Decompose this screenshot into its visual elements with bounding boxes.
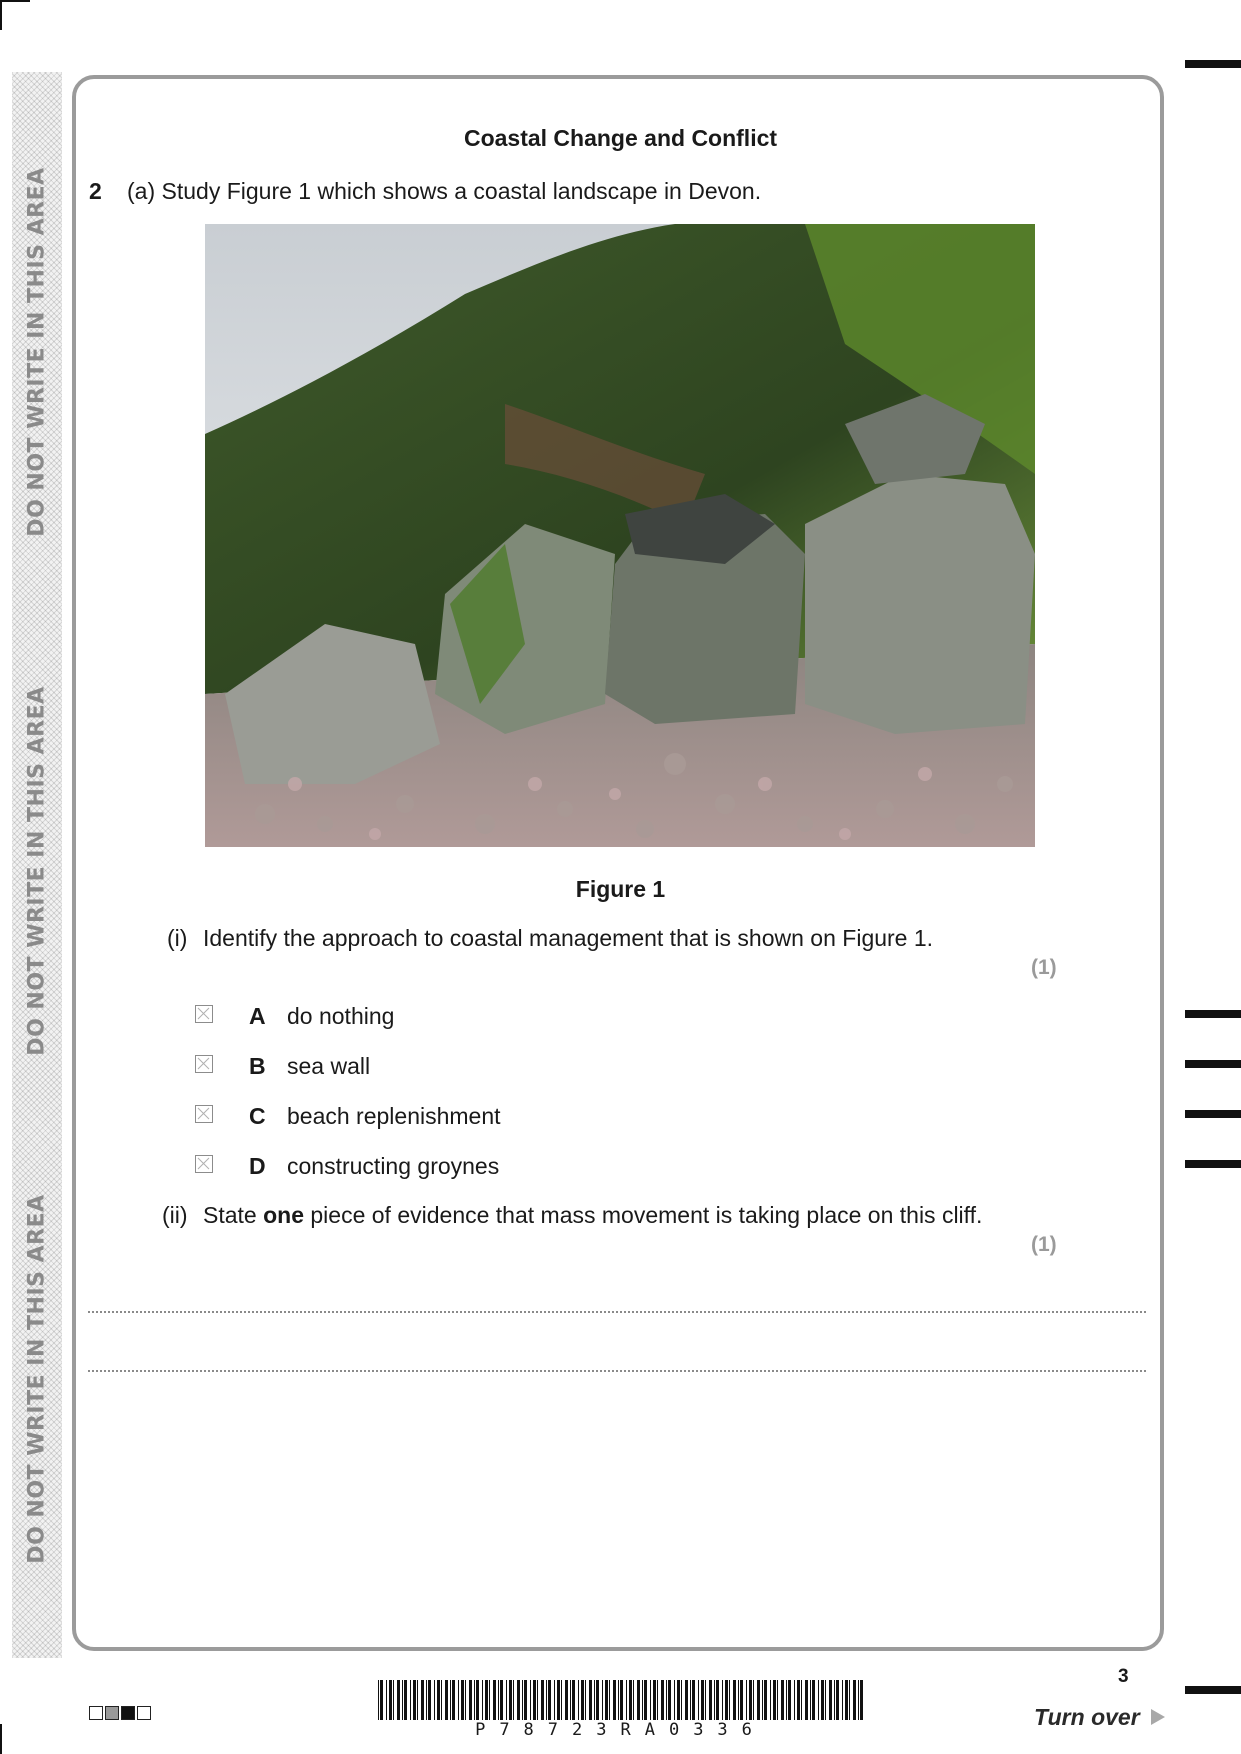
barcode-bar bbox=[546, 1680, 547, 1720]
option-a-text: do nothing bbox=[287, 1003, 395, 1029]
barcode-bar bbox=[801, 1680, 802, 1720]
barcode-bar bbox=[812, 1680, 815, 1720]
barcode-bar bbox=[517, 1680, 520, 1720]
barcode-bar bbox=[845, 1680, 848, 1720]
barcode-bar bbox=[653, 1680, 656, 1720]
barcode-bar bbox=[781, 1680, 784, 1720]
barcode-bar bbox=[829, 1680, 832, 1720]
barcode-text: P78723RA0336 bbox=[475, 1720, 766, 1740]
figure-caption: Figure 1 bbox=[575, 876, 666, 902]
barcode-bar bbox=[594, 1680, 595, 1720]
barcode-bar bbox=[498, 1680, 499, 1720]
barcode-bar bbox=[413, 1680, 416, 1720]
part-ii-text bbox=[203, 1202, 982, 1229]
barcode-bar bbox=[629, 1680, 632, 1720]
answer-line[interactable] bbox=[88, 1370, 1146, 1372]
barcode-bar bbox=[441, 1680, 442, 1720]
barcode-bar bbox=[522, 1680, 523, 1720]
barcode-bar bbox=[541, 1680, 544, 1720]
barcode-bar bbox=[692, 1680, 695, 1720]
barcode-bar bbox=[445, 1680, 448, 1720]
barcode-bar bbox=[570, 1680, 571, 1720]
coastal-cliff-photo bbox=[205, 224, 1035, 847]
code-square bbox=[89, 1706, 103, 1720]
barcode-bar bbox=[777, 1680, 778, 1720]
option-c-text: beach replenishment bbox=[287, 1103, 501, 1129]
barcode-bar bbox=[572, 1680, 575, 1720]
barcode-bar bbox=[618, 1680, 619, 1720]
barcode-bar bbox=[810, 1680, 811, 1720]
part-ii-text-before: State bbox=[203, 1202, 264, 1228]
barcode-bar bbox=[417, 1680, 418, 1720]
triangle-right-icon bbox=[1150, 1708, 1166, 1726]
option-a-letter: A bbox=[249, 1003, 266, 1029]
barcode-bar bbox=[690, 1680, 691, 1720]
barcode-bar bbox=[465, 1680, 466, 1720]
barcode-bar bbox=[402, 1680, 403, 1720]
registration-bar bbox=[1185, 1060, 1241, 1068]
barcode-bar bbox=[482, 1680, 483, 1720]
registration-bar bbox=[1185, 60, 1241, 68]
barcode-bar bbox=[842, 1680, 843, 1720]
answer-line[interactable] bbox=[88, 1311, 1146, 1313]
barcode-bar bbox=[834, 1680, 835, 1720]
code-square bbox=[137, 1706, 151, 1720]
barcode-bar bbox=[434, 1680, 435, 1720]
barcode-bar bbox=[805, 1680, 808, 1720]
barcode-bar bbox=[428, 1680, 431, 1720]
barcode-bar bbox=[681, 1680, 682, 1720]
cross-icon bbox=[196, 1106, 211, 1121]
registration-bar bbox=[1185, 1110, 1241, 1118]
barcode-bar bbox=[548, 1680, 551, 1720]
barcode-bar bbox=[762, 1680, 763, 1720]
barcode-bar bbox=[489, 1680, 490, 1720]
barcode-bar bbox=[458, 1680, 459, 1720]
barcode-bar bbox=[554, 1680, 555, 1720]
barcode bbox=[378, 1680, 863, 1720]
barcode-bar bbox=[753, 1680, 754, 1720]
part-ii-text-bold: one bbox=[263, 1202, 304, 1228]
barcode-bar bbox=[452, 1680, 455, 1720]
barcode-bar bbox=[596, 1680, 599, 1720]
barcode-bar bbox=[836, 1680, 839, 1720]
option-b-letter: B bbox=[249, 1053, 266, 1079]
option-d-text: constructing groynes bbox=[287, 1153, 500, 1179]
part-ii-text-after: piece of evidence that mass movement is taking place on this cliff. bbox=[304, 1202, 983, 1228]
barcode-bar bbox=[650, 1680, 651, 1720]
registration-bar bbox=[1185, 1160, 1241, 1168]
part-ii-marks: (1) bbox=[1031, 1233, 1057, 1256]
barcode-bar bbox=[764, 1680, 767, 1720]
barcode-bar bbox=[533, 1680, 536, 1720]
barcode-bar bbox=[386, 1680, 387, 1720]
barcode-bar bbox=[509, 1680, 512, 1720]
barcode-bar bbox=[469, 1680, 472, 1720]
option-d-checkbox[interactable] bbox=[195, 1155, 213, 1173]
cross-icon bbox=[196, 1006, 211, 1021]
crop-mark bbox=[0, 1724, 2, 1754]
option-d-letter: D bbox=[249, 1153, 266, 1179]
barcode-bar bbox=[825, 1680, 826, 1720]
option-b-checkbox[interactable] bbox=[195, 1055, 213, 1073]
barcode-bar bbox=[849, 1680, 850, 1720]
barcode-bar bbox=[602, 1680, 603, 1720]
barcode-bar bbox=[410, 1680, 411, 1720]
option-b-text: sea wall bbox=[287, 1053, 371, 1079]
barcode-bar bbox=[476, 1680, 479, 1720]
barcode-bar bbox=[450, 1680, 451, 1720]
barcode-bar bbox=[661, 1680, 664, 1720]
barcode-bar bbox=[794, 1680, 795, 1720]
section-title: Coastal Change and Conflict bbox=[463, 125, 778, 151]
option-a-checkbox[interactable] bbox=[195, 1005, 213, 1023]
barcode-bar bbox=[485, 1680, 488, 1720]
barcode-bar bbox=[860, 1680, 863, 1720]
barcode-bar bbox=[786, 1680, 787, 1720]
barcode-bar bbox=[740, 1680, 743, 1720]
margin-warning: DO NOT WRITE IN THIS AREA bbox=[24, 167, 50, 537]
barcode-bar bbox=[585, 1680, 586, 1720]
barcode-bar bbox=[725, 1680, 728, 1720]
barcode-bar bbox=[853, 1680, 856, 1720]
barcode-bar bbox=[716, 1680, 719, 1720]
barcode-bar bbox=[578, 1680, 579, 1720]
option-c-checkbox[interactable] bbox=[195, 1105, 213, 1123]
barcode-bar bbox=[626, 1680, 627, 1720]
part-i-text: Identify the approach to coastal management that is shown on Figure 1. bbox=[203, 925, 934, 951]
barcode-bar bbox=[380, 1680, 383, 1720]
barcode-bar bbox=[437, 1680, 440, 1720]
option-c-letter: C bbox=[249, 1103, 266, 1129]
barcode-bar bbox=[605, 1680, 608, 1720]
barcode-bar bbox=[493, 1680, 496, 1720]
page-code-squares bbox=[89, 1706, 151, 1720]
barcode-bar bbox=[474, 1680, 475, 1720]
barcode-bar bbox=[524, 1680, 527, 1720]
code-square bbox=[105, 1706, 119, 1720]
barcode-bar bbox=[685, 1680, 688, 1720]
barcode-bar bbox=[749, 1680, 752, 1720]
barcode-bar bbox=[788, 1680, 791, 1720]
barcode-bar bbox=[506, 1680, 507, 1720]
barcode-bar bbox=[609, 1680, 610, 1720]
barcode-bar bbox=[397, 1680, 400, 1720]
barcode-bar bbox=[613, 1680, 616, 1720]
barcode-bar bbox=[746, 1680, 747, 1720]
crop-mark bbox=[0, 0, 30, 2]
barcode-bar bbox=[557, 1680, 560, 1720]
barcode-bar bbox=[714, 1680, 715, 1720]
barcode-bar bbox=[733, 1680, 736, 1720]
barcode-bar bbox=[637, 1680, 640, 1720]
barcode-bar bbox=[666, 1680, 667, 1720]
barcode-bar bbox=[770, 1680, 771, 1720]
part-i-marks: (1) bbox=[1031, 956, 1057, 979]
crop-mark bbox=[0, 0, 2, 30]
part-ii-label: (ii) bbox=[162, 1202, 188, 1228]
registration-bar bbox=[1185, 1010, 1241, 1018]
barcode-bar bbox=[698, 1680, 699, 1720]
question-text: (a) Study Figure 1 which shows a coastal landscape in Devon. bbox=[127, 178, 762, 204]
barcode-bar bbox=[722, 1680, 723, 1720]
barcode-bar bbox=[773, 1680, 776, 1720]
barcode-bar bbox=[677, 1680, 680, 1720]
barcode-bar bbox=[818, 1680, 819, 1720]
barcode-bar bbox=[674, 1680, 675, 1720]
barcode-bar bbox=[561, 1680, 562, 1720]
barcode-bar bbox=[797, 1680, 800, 1720]
barcode-bar bbox=[378, 1680, 379, 1720]
barcode-bar bbox=[657, 1680, 658, 1720]
cross-icon bbox=[196, 1156, 211, 1171]
page-number: 3 bbox=[1118, 1666, 1129, 1687]
barcode-bar bbox=[389, 1680, 392, 1720]
barcode-bar bbox=[633, 1680, 634, 1720]
registration-bar bbox=[1185, 1686, 1241, 1694]
barcode-bar bbox=[393, 1680, 394, 1720]
barcode-bar bbox=[500, 1680, 503, 1720]
barcode-bar bbox=[757, 1680, 760, 1720]
barcode-bar bbox=[705, 1680, 706, 1720]
barcode-bar bbox=[404, 1680, 407, 1720]
barcode-bar bbox=[421, 1680, 424, 1720]
barcode-bar bbox=[513, 1680, 514, 1720]
barcode-bar bbox=[537, 1680, 538, 1720]
margin-warning: DO NOT WRITE IN THIS AREA bbox=[24, 686, 50, 1056]
barcode-bar bbox=[589, 1680, 592, 1720]
barcode-bar bbox=[858, 1680, 859, 1720]
barcode-bar bbox=[729, 1680, 730, 1720]
barcode-bar bbox=[644, 1680, 647, 1720]
barcode-bar bbox=[530, 1680, 531, 1720]
barcode-bar bbox=[620, 1680, 623, 1720]
part-i-label: (i) bbox=[167, 925, 188, 951]
barcode-bar bbox=[709, 1680, 712, 1720]
margin-warning: DO NOT WRITE IN THIS AREA bbox=[24, 1194, 50, 1564]
barcode-bar bbox=[565, 1680, 568, 1720]
barcode-bar bbox=[701, 1680, 704, 1720]
cross-icon bbox=[196, 1056, 211, 1071]
question-number: 2 bbox=[89, 178, 102, 204]
code-square bbox=[121, 1706, 135, 1720]
barcode-bar bbox=[581, 1680, 584, 1720]
barcode-bar bbox=[642, 1680, 643, 1720]
turn-over-text: Turn over bbox=[1034, 1704, 1140, 1730]
barcode-bar bbox=[426, 1680, 427, 1720]
barcode-bar bbox=[461, 1680, 464, 1720]
barcode-bar bbox=[821, 1680, 824, 1720]
barcode-bar bbox=[738, 1680, 739, 1720]
barcode-bar bbox=[668, 1680, 671, 1720]
